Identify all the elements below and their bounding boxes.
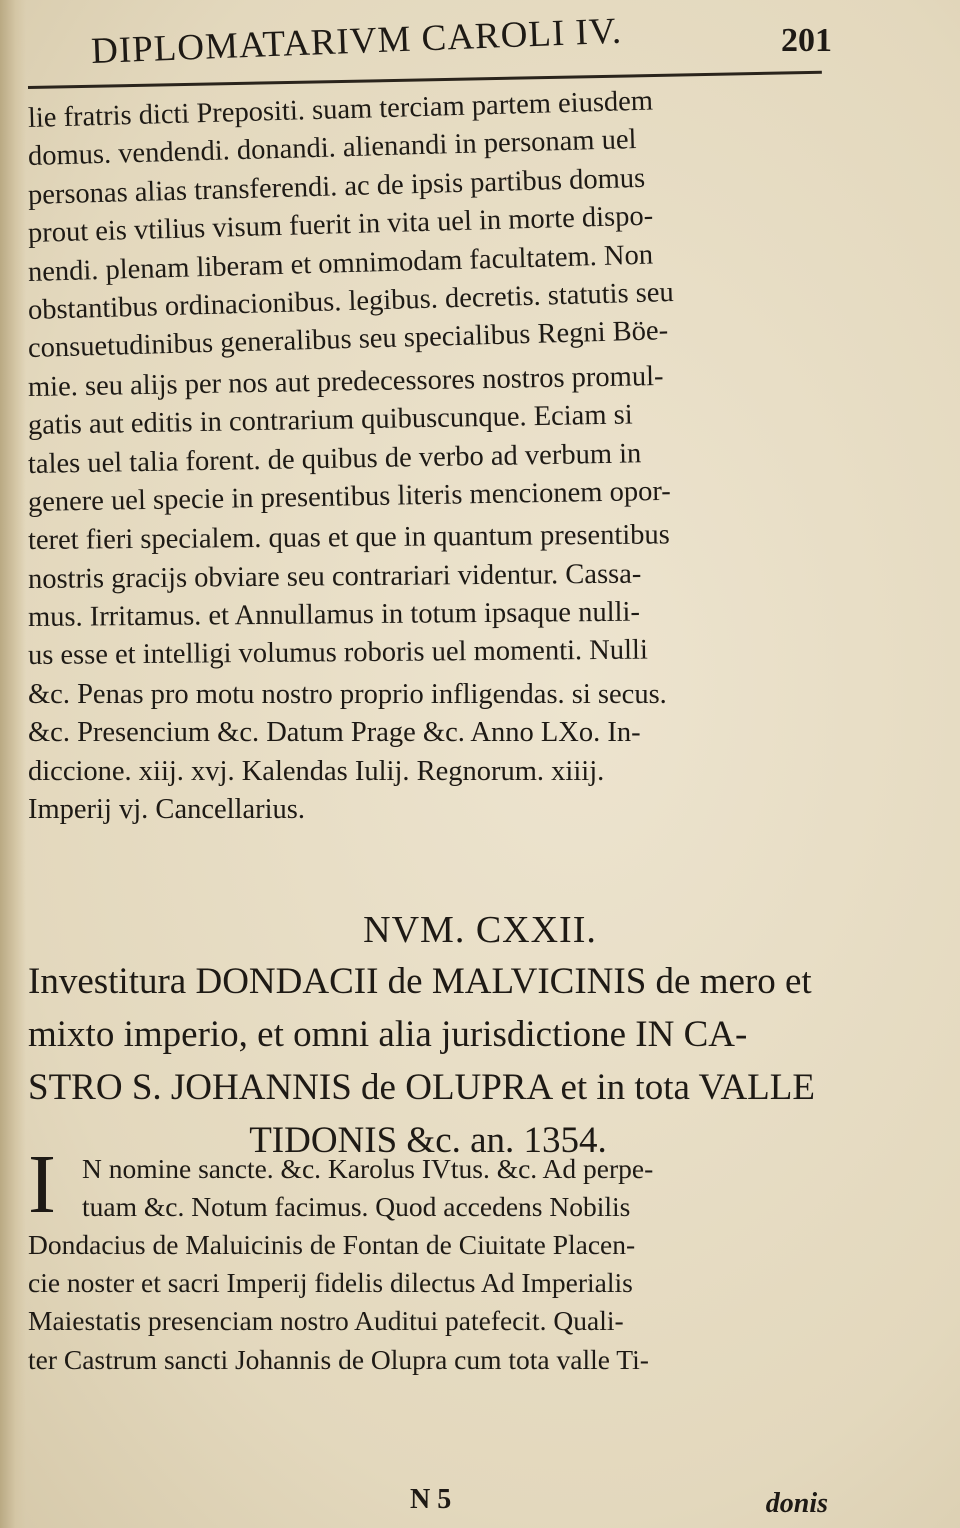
text-line: consuetudinibus generalibus seu specialibus Regni Böe- [27,315,669,365]
first-line-text: N nomine sancte. &c. Karolus IVtus. &c. Ad perpe- [82,1153,654,1184]
text-line: personas alias transferendi. ac de ipsis partibus domus [27,162,646,211]
document-title [28,955,828,1167]
title-line: TIDONIS &c. an. 1354. [249,1120,607,1161]
text-line: domus. vendendi. donandi. alienandi in personam uel [27,124,637,173]
title-line: mixto imperio, et omni alia jurisdictione IN CA- [28,1014,748,1055]
document-number-heading: NVM. CXXII. [363,909,597,951]
text-line: Maiestatis presenciam nostro Auditui patefecit. Quali- [28,1305,624,1337]
second-text-line: tuam &c. Notum facimus. Quod accedens Nobilis [82,1190,631,1222]
text-line: prout eis vtilius visum fuerit in vita uel in morte dispo- [27,200,654,250]
text-line: us esse et intelligi volumus roboris uel momenti. Nulli [27,635,648,672]
text-line: mie. seu alijs per nos aut predecessores nostros promul- [27,360,664,403]
continued-document-text [27,85,828,829]
title-line: STRO S. JOHANNIS de OLUPRA et in tota VALLE [28,1067,815,1108]
text-line: tales uel talia forent. de quibus de verbo ad verbum in [27,437,642,480]
text-line: Imperij vj. Cancellarius. [28,794,305,826]
catchword: donis [765,1488,828,1519]
text-line: Dondacius de Maluicinis de Fontan de Ciuitate Placen- [28,1228,636,1260]
text-line: &c. Presencium &c. Datum Prage &c. Anno LXo. In- [28,717,641,749]
signature-mark: N 5 [410,1484,452,1515]
text-line: diccione. xiij. xvj. Kalendas Iulij. Regnorum. xiiij. [28,755,605,787]
text-line: mus. Irritamus. et Annullamus in totum ipsaque nulli- [27,596,641,634]
text-line: gatis aut editis in contrarium quibuscunque. Eciam si [27,399,633,442]
running-title: DIPLOMATARIVM CAROLI IV. [90,10,623,73]
text-line: cie noster et sacri Imperij fidelis dilectus Ad Imperialis [28,1266,633,1298]
page-footer [28,1484,828,1524]
page-number: 201 [781,22,832,59]
text-line: lie fratris dicti Prepositi. suam terciam partem eiusdem [27,85,654,134]
page-gutter-shadow [0,0,26,1528]
text-line: obstantibus ordinacionibus. legibus. decretis. statutis seu [27,276,675,326]
text-line: nendi. plenam liberam et omnimodam facultatem. Non [27,239,654,288]
page-header [90,10,832,78]
text-line: teret fieri specialem. quas et que in quantum presentibus [27,519,670,557]
title-line: Investitura DONDACII de MALVICINIS de mero et [28,961,812,1002]
text-line: nostris gracijs obviare seu contrariari videntur. Cassa- [27,558,642,595]
text-line: genere uel specie in presentibus literis mencionem opor- [27,475,672,518]
text-line: &c. Penas pro motu nostro proprio infligendas. si secus. [28,678,667,710]
text-line: ter Castrum sancti Johannis de Olupra cum tota valle Ti- [28,1343,649,1375]
drop-cap: I [28,1138,56,1231]
